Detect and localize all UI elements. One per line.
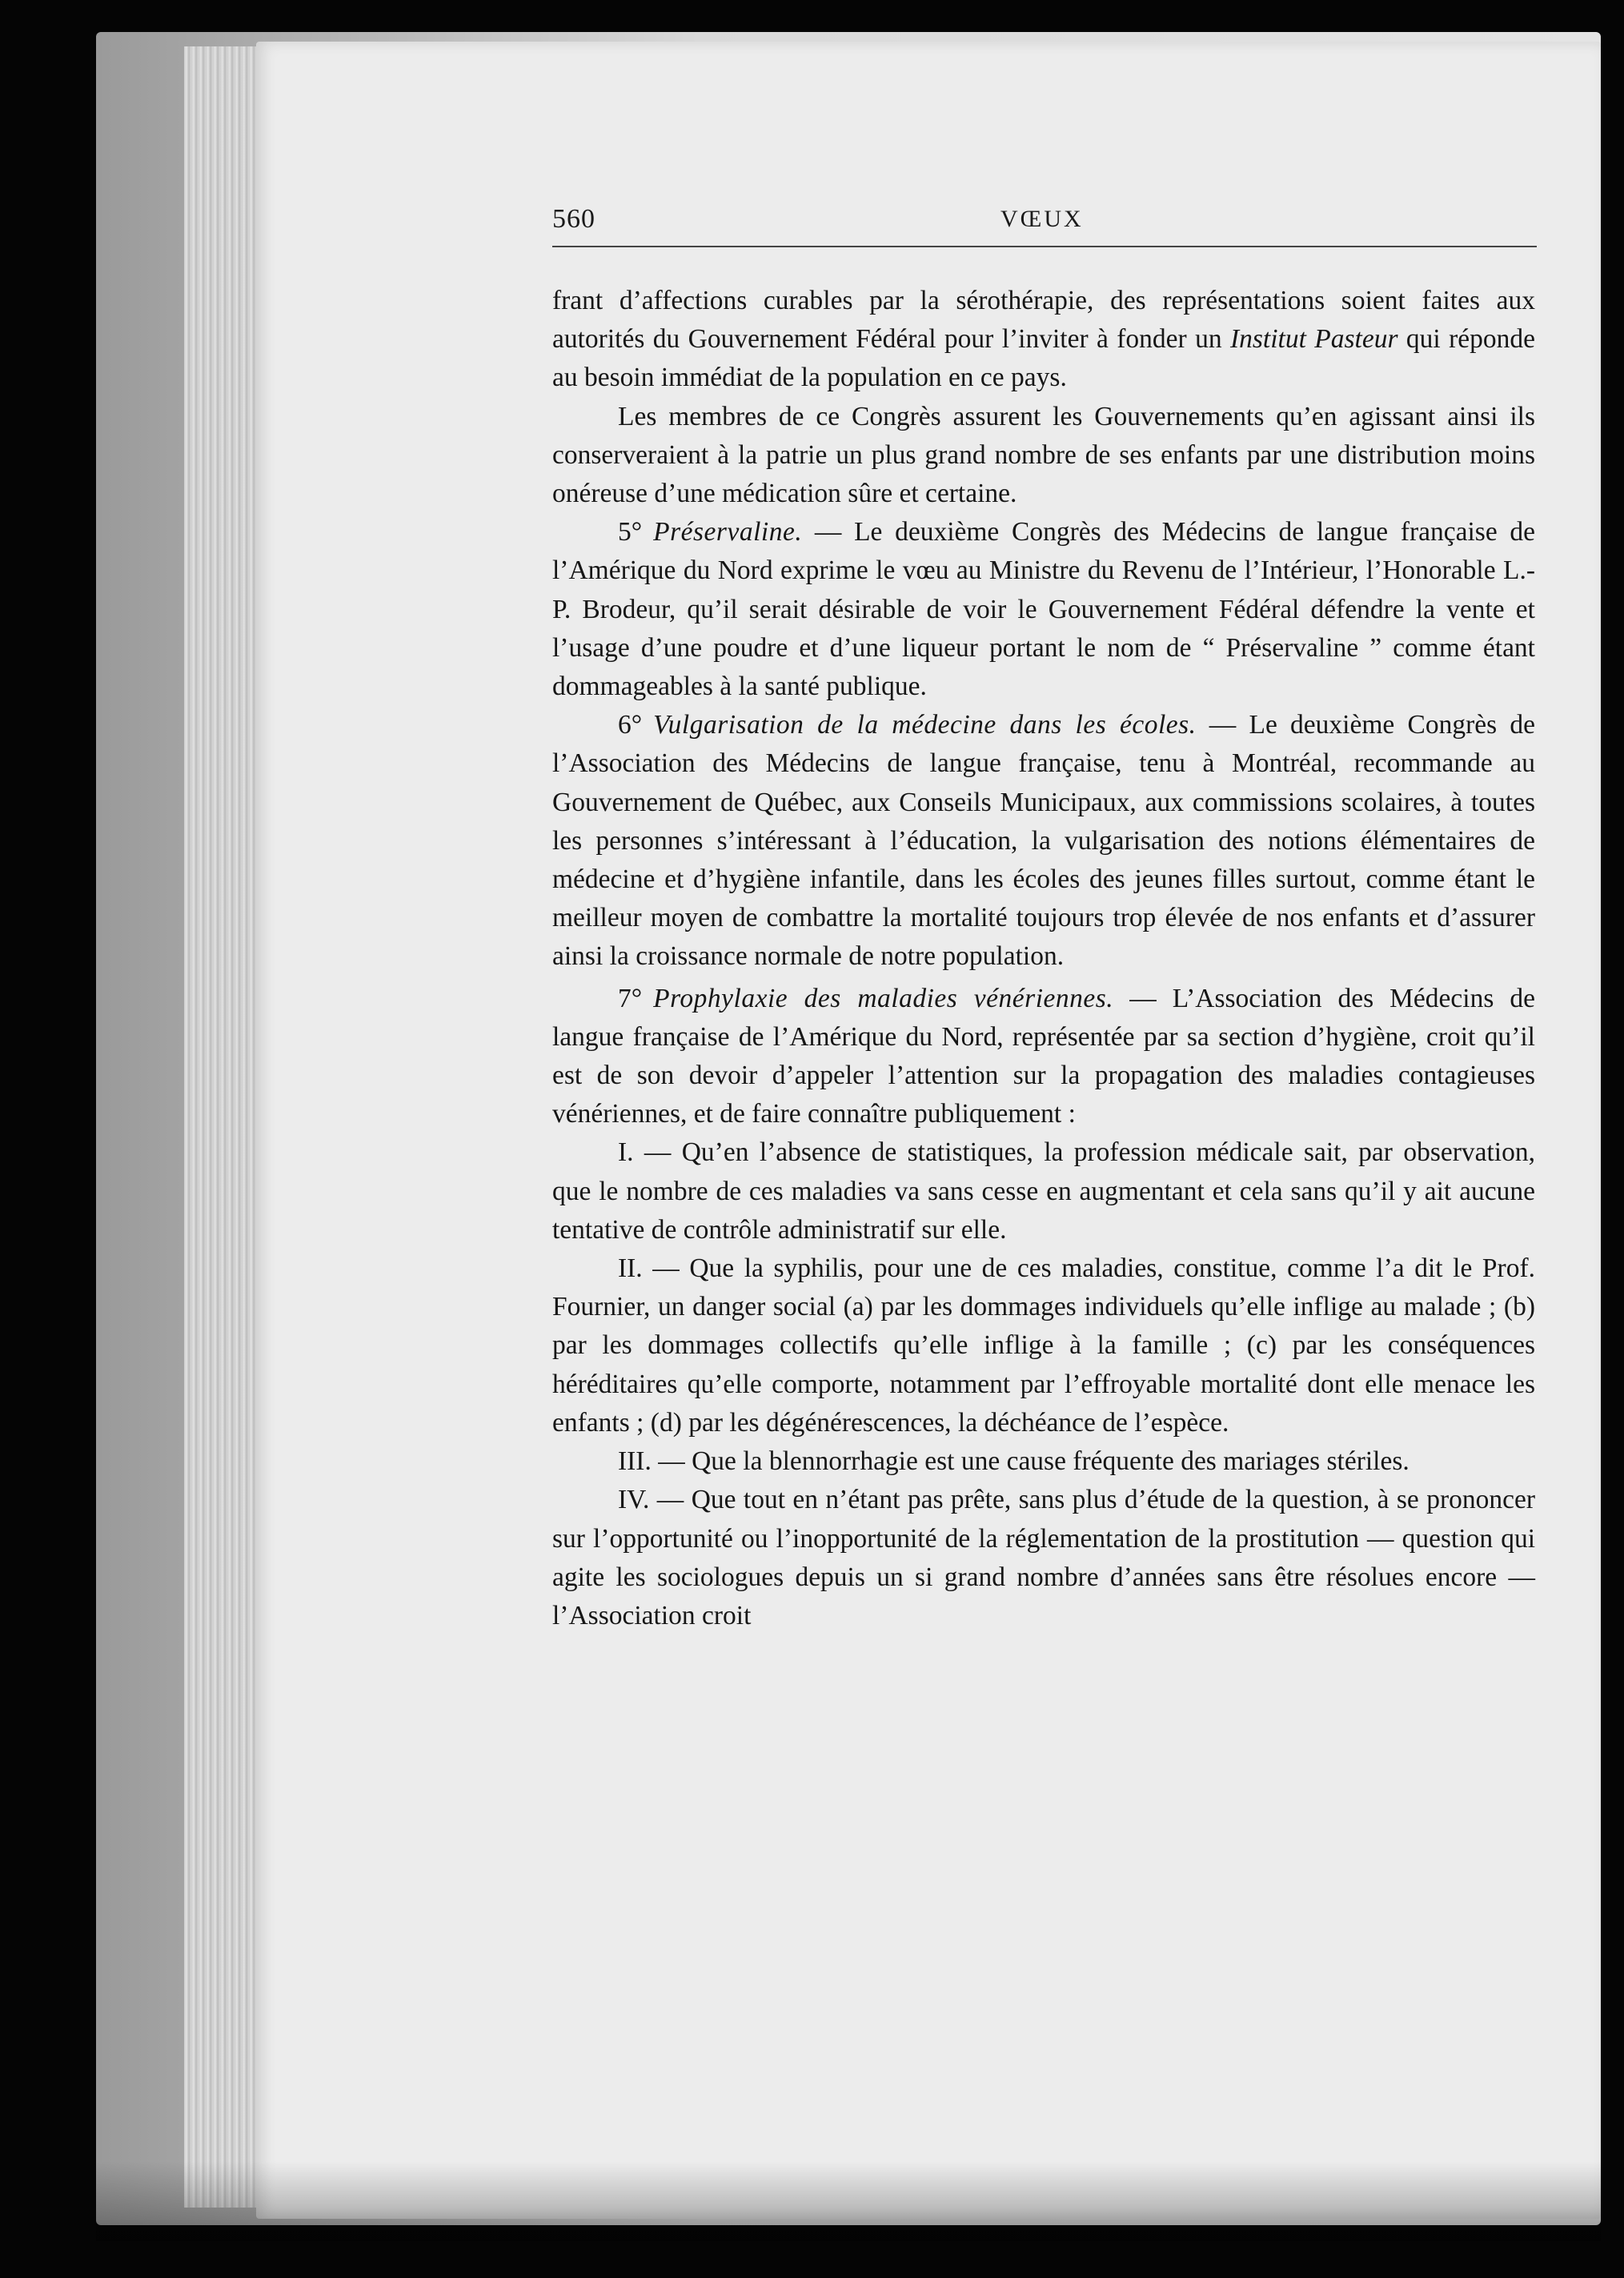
paragraph-text: — Le deuxième Congrès de l’Association des Médecins de langue française, tenu à Montréal, recommande au Gouvernement de Québec, aux Conseils Municipaux, aux commissions scolaires, à toutes les personnes s’intéressant à l’éducation, la vulgarisation des notions élémentaires de médecine et d’hygiène infantile, dans les écoles des jeunes filles surtout, comme étant le meilleur moyen de combattre la mortalité toujours trop élevée de nos enfants et d’assurer ainsi la croissance normale de notre population. (552, 710, 1536, 972)
list-item-4 (552, 1481, 1535, 1635)
paragraph-continuation (552, 282, 1535, 398)
body-text (552, 282, 1535, 1635)
paragraph-text: — Le deuxième Congrès des Médecins de langue française de l’Amérique du Nord exprime le vœu au Ministre du Revenu de l’Intérieur, l’Honorable L.-P. Brodeur, qu’il serait désirable de voir le Gouvernement Fédéral défendre la vente et l’usage d’une poudre et d’une liqueur portant le nom de “ Préservaline ” comme étant dommageables à la santé publique. (552, 517, 1535, 702)
running-title: VŒUX (1000, 206, 1084, 232)
paragraph-text: I. — Qu’en l’absence de statistiques, la profession médicale sait, par observation, que le nombre de ces maladies va sans cesse en augmentant et cela sans qu’il y ait aucune tentative de contrôle administratif sur elle. (552, 1137, 1535, 1245)
paragraph-text: frant d’affections curables par la sérothérapie, des représentations soient faites aux autorités du Gouvernement Fédéral pour l’inviter à fonder un (552, 286, 1535, 355)
list-item-3 (552, 1442, 1535, 1481)
paragraph-text: II. — Que la syphilis, pour une de ces maladies, constitue, comme l’a dit le Prof. Fournier, un danger social (a) par les dommages individuels qu’elle inflige au malade ; (b) par les dommages collectifs qu’elle inflige à la famille ; (c) par les conséquences héréditaires qu’elle comporte, notamment par l’effroyable mortalité dont elle menace les enfants ; (d) par les dégénérescences, la déchéance de l’espèce. (552, 1253, 1535, 1438)
paragraph-vulgarisation (552, 706, 1535, 976)
item-heading: Préservaline. (653, 517, 803, 547)
institution-name: Institut Pasteur (1229, 324, 1398, 355)
scan-bottom-shadow (96, 2161, 1601, 2241)
item-number: 6° (618, 710, 643, 740)
item-heading: Vulgarisation de la médecine dans les écoles. (653, 710, 1197, 740)
paragraph-preservaline (552, 513, 1535, 706)
running-header (552, 204, 1537, 247)
list-item-1 (552, 1133, 1535, 1249)
page-number: 560 (552, 204, 595, 234)
paragraph-text: — L’Association des Médecins de langue française de l’Amérique du Nord, représentée par sa section d’hygiène, croit qu’il est de son devoir d’appeler l’attention sur la propagation des maladies contagieuses vénériennes, et de faire connaître publiquement : (552, 983, 1536, 1129)
paragraph-text: qui réponde au besoin immédiat de la population en ce pays. (552, 324, 1535, 393)
list-item-2 (552, 1249, 1535, 1442)
paragraph-text: IV. — Que tout en n’étant pas prête, sans plus d’étude de la question, à se prononcer sur l’opportunité ou l’inopportunité de la réglementation de la prostitution — question qui agite les sociologues depuis un si grand nombre d’années sans être résolues encore — l’Association croit (552, 1485, 1535, 1630)
paragraph-members (552, 398, 1535, 514)
paragraph-text: Les membres de ce Congrès assurent les Gouvernements qu’en agissant ainsi ils conserveraient à la patrie un plus grand nombre de ses enfants par une distribution moins onéreuse d’une médication sûre et certaine. (552, 401, 1535, 509)
item-heading: Prophylaxie des maladies vénériennes. (653, 983, 1114, 1013)
item-number: 7° (618, 983, 643, 1013)
paragraph-prophylaxie (552, 980, 1535, 1134)
item-number: 5° (618, 517, 643, 547)
paragraph-text: III. — Que la blennorrhagie est une cause fréquente des mariages stériles. (618, 1446, 1409, 1477)
